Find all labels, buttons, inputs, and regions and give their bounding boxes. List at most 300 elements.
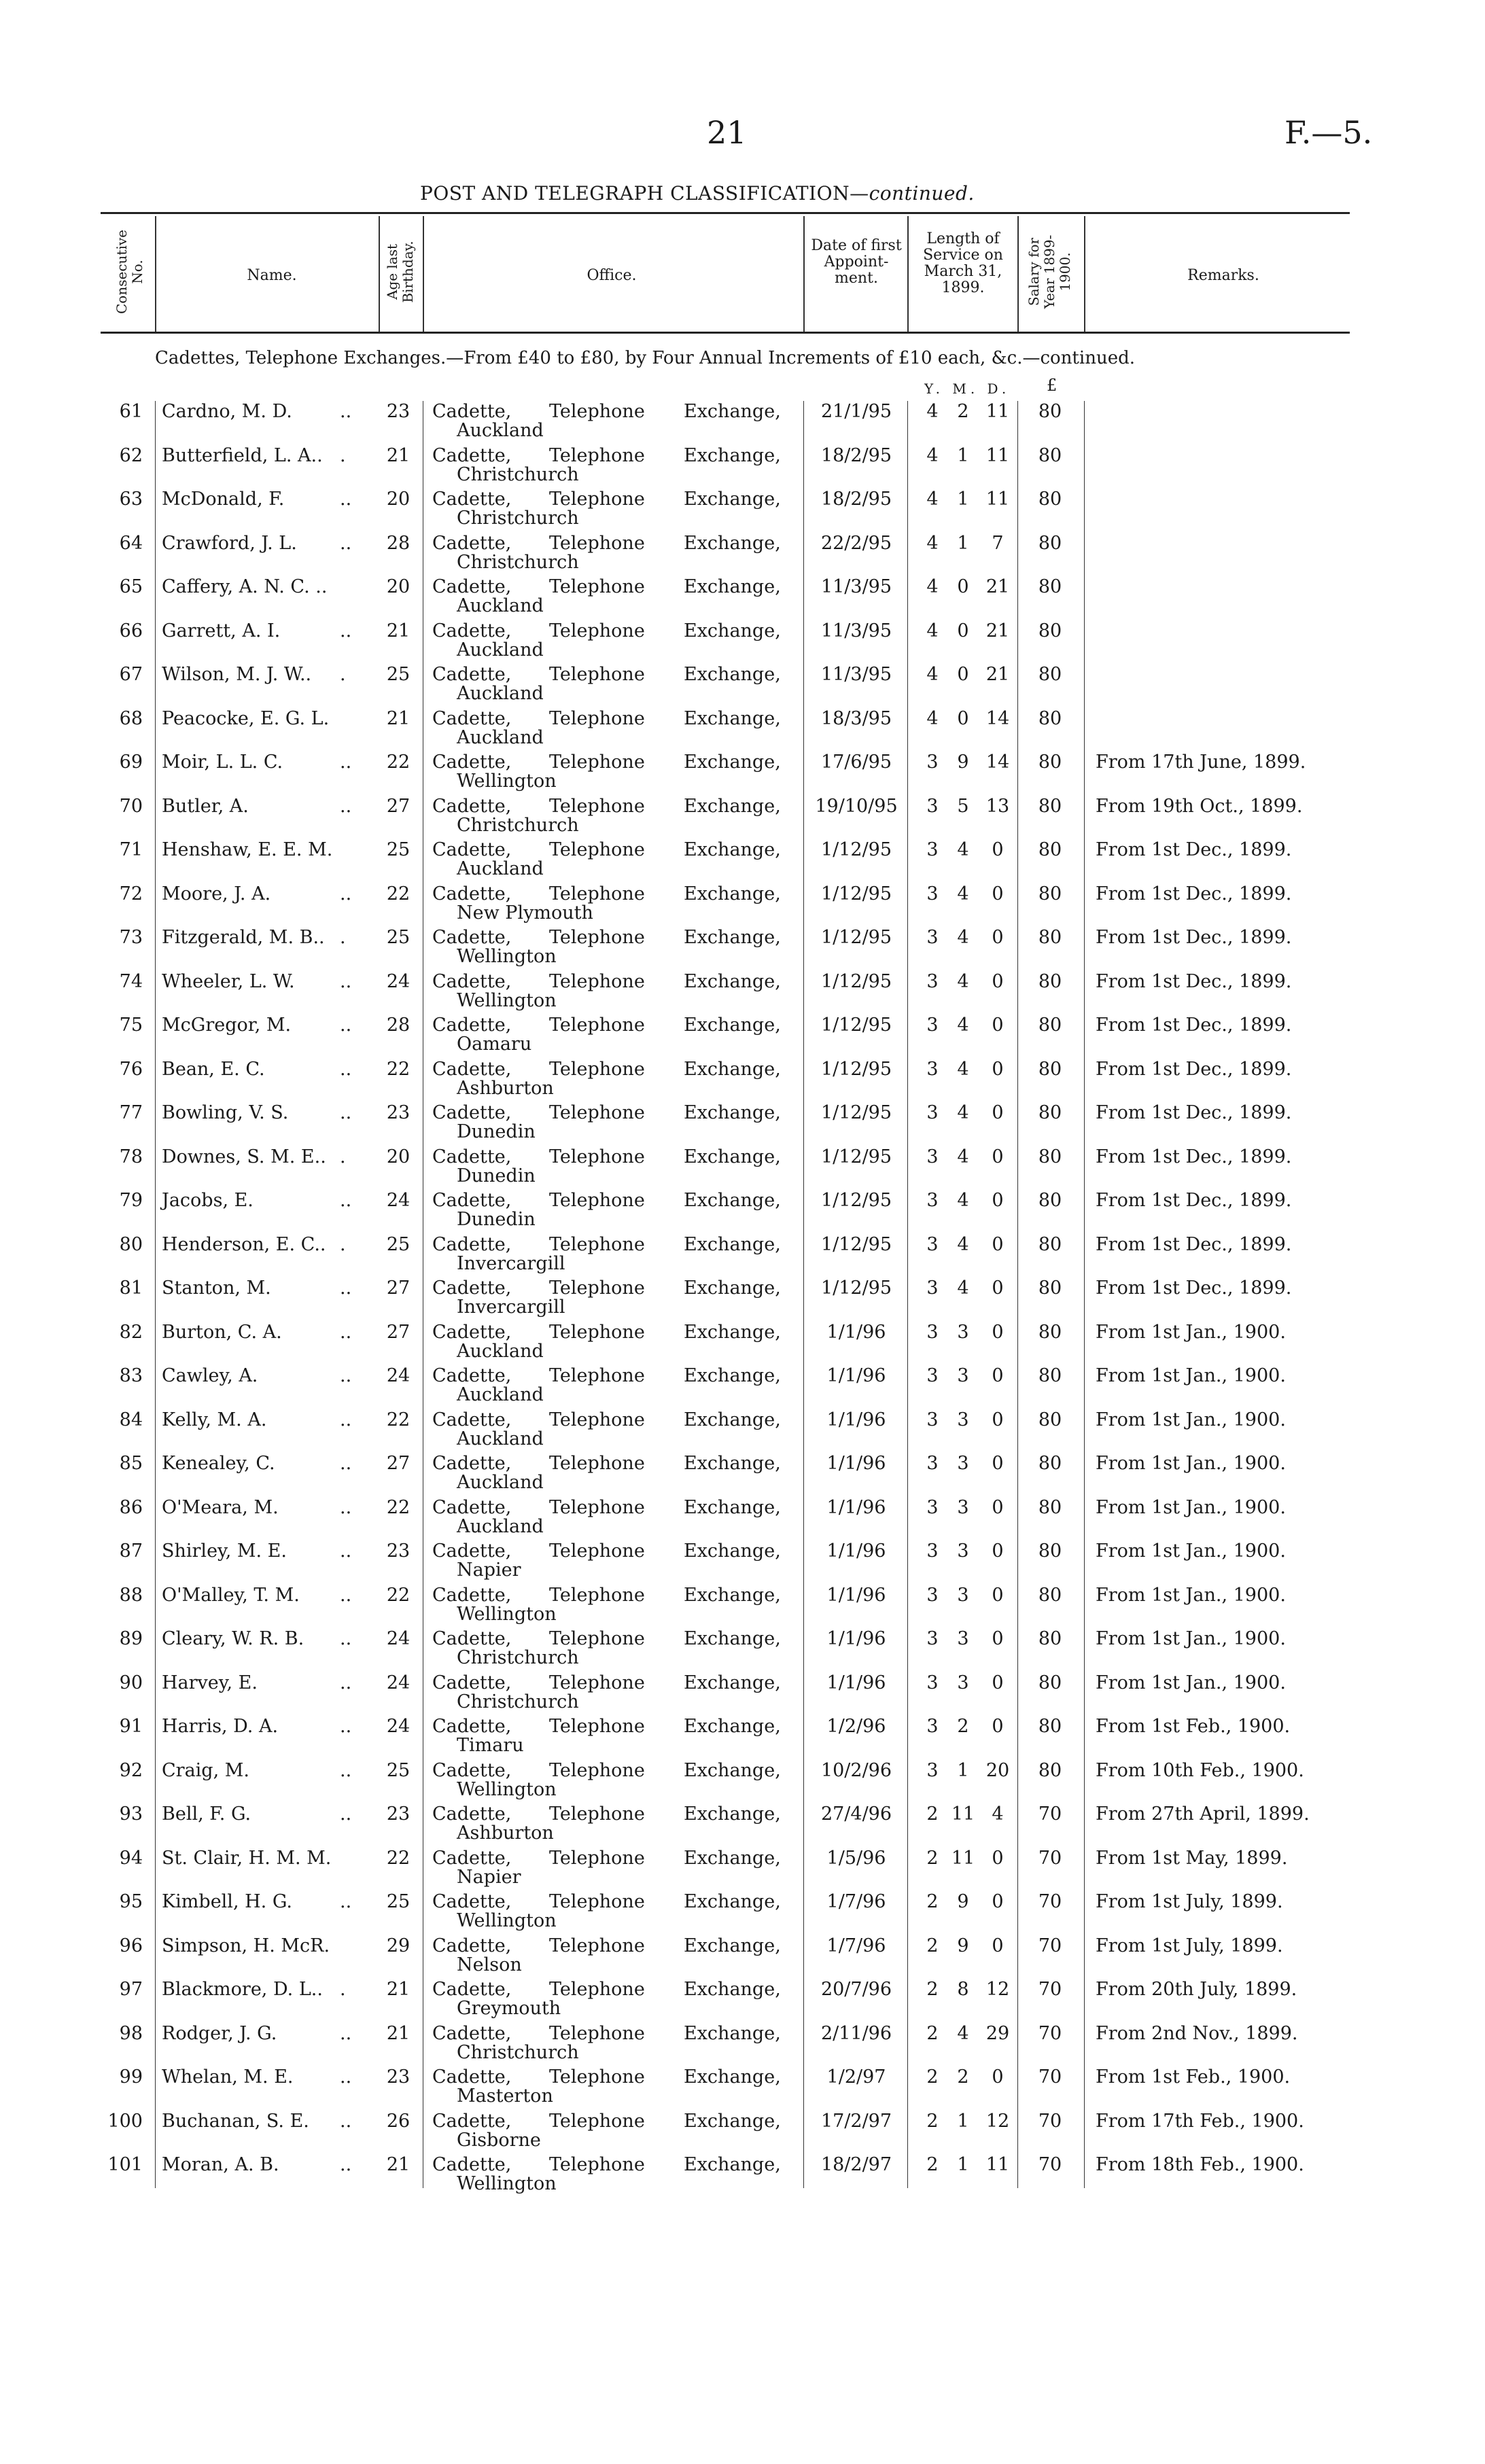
row-leader-dots: .. <box>340 1496 352 1518</box>
row-appointment-date: 18/3/95 <box>820 707 892 729</box>
row-service-years: 4 <box>926 401 939 422</box>
row-office-title: Cadette, <box>432 1409 512 1430</box>
table-row <box>0 1365 1485 1409</box>
row-number: 99 <box>119 2066 143 2088</box>
row-office-exchange: Exchange, <box>684 664 781 685</box>
row-office-location: Auckland <box>457 858 544 879</box>
row-age: 24 <box>386 1365 410 1386</box>
row-age: 22 <box>386 1409 410 1430</box>
row-salary: 70 <box>1038 1935 1062 1956</box>
row-name: Moir, L. L. C. <box>162 752 283 773</box>
row-remarks: From 1st Jan., 1900. <box>1096 1672 1286 1693</box>
row-service-years: 2 <box>926 2154 939 2175</box>
row-appointment-date: 1/7/96 <box>826 1935 886 1956</box>
row-appointment-date: 1/12/95 <box>820 1146 892 1167</box>
row-service-months: 11 <box>951 1847 975 1869</box>
table-row <box>0 1760 1485 1803</box>
row-number: 80 <box>119 1233 143 1255</box>
row-name: Henderson, E. C.. <box>162 1233 326 1255</box>
table-row <box>0 576 1485 620</box>
row-appointment-date: 1/5/96 <box>826 1847 886 1869</box>
row-number: 84 <box>119 1409 143 1430</box>
row-service-years: 4 <box>926 707 939 729</box>
row-age: 21 <box>386 620 410 641</box>
row-service-years: 2 <box>926 1935 939 1956</box>
row-office-exchange: Exchange, <box>684 795 781 817</box>
row-service-years: 4 <box>926 664 939 685</box>
row-appointment-date: 1/12/95 <box>820 970 892 992</box>
table-row <box>0 1146 1485 1190</box>
row-number: 97 <box>119 1979 143 2000</box>
page-title-main: POST AND TELEGRAPH CLASSIFICATION— <box>420 182 869 205</box>
row-name: Kimbell, H. G. <box>162 1891 293 1912</box>
table-row <box>0 2023 1485 2066</box>
row-age: 21 <box>386 444 410 466</box>
row-office-exchange: Exchange, <box>684 1759 781 1781</box>
row-remarks: From 1st Dec., 1899. <box>1096 1058 1292 1080</box>
row-service-years: 3 <box>926 1453 939 1474</box>
row-office-exchange: Exchange, <box>684 1321 781 1343</box>
row-office-location: Greymouth <box>457 1998 561 2019</box>
row-age: 27 <box>386 1321 410 1343</box>
row-service-years: 4 <box>926 489 939 510</box>
row-remarks: From 19th Oct., 1899. <box>1096 795 1303 817</box>
row-salary: 80 <box>1038 1541 1062 1562</box>
row-office-location: Auckland <box>457 595 544 616</box>
row-service-days: 14 <box>985 752 1010 773</box>
row-office-title: Cadette, <box>432 1453 512 1474</box>
row-office-title: Cadette, <box>432 1541 512 1562</box>
row-name: Kelly, M. A. <box>162 1409 267 1430</box>
row-age: 21 <box>386 1979 410 2000</box>
row-leader-dots: .. <box>340 401 352 422</box>
row-leader-dots: .. <box>340 1453 352 1474</box>
row-office-location: Auckland <box>457 726 544 748</box>
row-service-days: 29 <box>985 2022 1010 2044</box>
row-service-years: 3 <box>926 839 939 860</box>
row-service-years: 3 <box>926 1409 939 1430</box>
header-divider <box>155 216 156 332</box>
row-salary: 80 <box>1038 1058 1062 1080</box>
row-office-exchange: Exchange, <box>684 1847 781 1869</box>
row-number: 87 <box>119 1541 143 1562</box>
table-row <box>0 796 1485 839</box>
row-office-title: Cadette, <box>432 1891 512 1912</box>
row-service-days: 0 <box>992 1102 1004 1123</box>
row-name: Harvey, E. <box>162 1672 258 1693</box>
row-age: 20 <box>386 489 410 510</box>
row-office-location: Nelson <box>457 1954 522 1975</box>
row-service-days: 11 <box>985 444 1010 466</box>
row-name: Cardno, M. D. <box>162 401 292 422</box>
row-service-years: 3 <box>926 970 939 992</box>
row-service-months: 1 <box>957 444 969 466</box>
row-name: O'Meara, M. <box>162 1496 279 1518</box>
row-number: 85 <box>119 1453 143 1474</box>
row-name: Garrett, A. I. <box>162 620 281 641</box>
row-service-months: 0 <box>957 576 969 597</box>
row-number: 70 <box>119 795 143 817</box>
row-office-location: Christchurch <box>457 1691 579 1712</box>
row-name: Moran, A. B. <box>162 2154 279 2175</box>
row-service-days: 0 <box>992 1453 1004 1474</box>
row-name: Peacocke, E. G. L. <box>162 707 330 729</box>
row-leader-dots: .. <box>340 1628 352 1649</box>
row-office-type: Telephone <box>549 1190 645 1211</box>
row-service-years: 3 <box>926 1541 939 1562</box>
row-service-days: 0 <box>992 883 1004 904</box>
table-row <box>0 489 1485 532</box>
row-service-days: 0 <box>992 1278 1004 1299</box>
row-appointment-date: 1/1/96 <box>826 1672 886 1693</box>
table-row <box>0 1015 1485 1058</box>
row-office-type: Telephone <box>549 1628 645 1649</box>
row-remarks: From 1st May, 1899. <box>1096 1847 1288 1869</box>
row-age: 22 <box>386 1496 410 1518</box>
row-service-months: 3 <box>957 1584 969 1606</box>
table-row <box>0 1322 1485 1365</box>
row-office-type: Telephone <box>549 1102 645 1123</box>
row-age: 23 <box>386 1541 410 1562</box>
row-leader-dots: .. <box>340 489 352 510</box>
row-office-exchange: Exchange, <box>684 444 781 466</box>
row-age: 24 <box>386 1716 410 1737</box>
row-number: 79 <box>119 1190 143 1211</box>
table-row <box>0 445 1485 489</box>
row-leader-dots: .. <box>340 883 352 904</box>
row-office-location: Christchurch <box>457 463 579 485</box>
row-salary: 70 <box>1038 1891 1062 1912</box>
row-appointment-date: 11/3/95 <box>820 576 892 597</box>
row-service-months: 5 <box>957 795 969 817</box>
row-office-title: Cadette, <box>432 1278 512 1299</box>
row-appointment-date: 1/12/95 <box>820 1190 892 1211</box>
row-office-exchange: Exchange, <box>684 489 781 510</box>
row-appointment-date: 21/1/95 <box>820 401 892 422</box>
row-number: 68 <box>119 707 143 729</box>
row-office-type: Telephone <box>549 707 645 729</box>
row-service-years: 3 <box>926 1628 939 1649</box>
row-service-months: 3 <box>957 1672 969 1693</box>
table-row <box>0 927 1485 970</box>
row-service-days: 0 <box>992 1935 1004 1956</box>
service-units: Y. M. D. <box>924 381 1011 397</box>
row-service-days: 0 <box>992 1190 1004 1211</box>
row-remarks: From 20th July, 1899. <box>1096 1979 1297 2000</box>
row-leader-dots: .. <box>340 2022 352 2044</box>
row-office-title: Cadette, <box>432 401 512 422</box>
row-name: McDonald, F. <box>162 489 285 510</box>
row-appointment-date: 1/12/95 <box>820 1278 892 1299</box>
row-name: Burton, C. A. <box>162 1321 282 1343</box>
row-office-title: Cadette, <box>432 1803 512 1825</box>
row-office-location: Auckland <box>457 420 544 441</box>
row-remarks: From 1st Jan., 1900. <box>1096 1365 1286 1386</box>
row-leader-dots: .. <box>340 1584 352 1606</box>
row-office-location: Christchurch <box>457 2041 579 2063</box>
table-row <box>0 971 1485 1015</box>
row-appointment-date: 1/1/96 <box>826 1628 886 1649</box>
row-service-years: 3 <box>926 752 939 773</box>
row-leader-dots: .. <box>340 1803 352 1825</box>
row-office-title: Cadette, <box>432 839 512 860</box>
row-name: Kenealey, C. <box>162 1453 275 1474</box>
row-office-type: Telephone <box>549 1716 645 1737</box>
row-age: 22 <box>386 1058 410 1080</box>
row-salary: 80 <box>1038 532 1062 554</box>
row-appointment-date: 22/2/95 <box>820 532 892 554</box>
row-appointment-date: 1/7/96 <box>826 1891 886 1912</box>
row-service-days: 12 <box>985 1979 1010 2000</box>
row-salary: 80 <box>1038 1190 1062 1211</box>
row-leader-dots: .. <box>340 532 352 554</box>
row-office-title: Cadette, <box>432 2066 512 2088</box>
row-salary: 80 <box>1038 1015 1062 1036</box>
header-office: Office. <box>587 267 637 284</box>
row-service-years: 3 <box>926 1015 939 1036</box>
row-office-exchange: Exchange, <box>684 1015 781 1036</box>
row-office-exchange: Exchange, <box>684 1891 781 1912</box>
header-date: Date of first Appoint-ment. <box>811 237 902 287</box>
row-office-exchange: Exchange, <box>684 1409 781 1430</box>
row-appointment-date: 1/12/95 <box>820 927 892 948</box>
header-divider <box>1017 216 1019 332</box>
row-salary: 70 <box>1038 2022 1062 2044</box>
row-leader-dots: .. <box>340 1321 352 1343</box>
row-service-days: 0 <box>992 1233 1004 1255</box>
row-number: 64 <box>119 532 143 554</box>
row-appointment-date: 18/2/97 <box>820 2154 892 2175</box>
row-office-title: Cadette, <box>432 1759 512 1781</box>
row-office-title: Cadette, <box>432 707 512 729</box>
row-remarks: From 1st Dec., 1899. <box>1096 1190 1292 1211</box>
row-service-months: 11 <box>951 1803 975 1825</box>
row-salary: 80 <box>1038 1233 1062 1255</box>
row-service-days: 11 <box>985 2154 1010 2175</box>
row-office-type: Telephone <box>549 1321 645 1343</box>
row-remarks: From 1st Dec., 1899. <box>1096 1102 1292 1123</box>
row-remarks: From 1st Jan., 1900. <box>1096 1321 1286 1343</box>
table-row <box>0 2154 1485 2198</box>
row-name: O'Malley, T. M. <box>162 1584 300 1606</box>
row-office-title: Cadette, <box>432 1628 512 1649</box>
row-name: Blackmore, D. L.. <box>162 1979 323 2000</box>
table-row <box>0 1190 1485 1233</box>
row-office-location: Invercargill <box>457 1252 565 1274</box>
row-number: 101 <box>107 2154 143 2175</box>
row-name: Caffery, A. N. C. .. <box>162 576 328 597</box>
row-service-years: 3 <box>926 1584 939 1606</box>
row-office-type: Telephone <box>549 620 645 641</box>
row-office-exchange: Exchange, <box>684 1979 781 2000</box>
row-salary: 80 <box>1038 1321 1062 1343</box>
row-age: 22 <box>386 1584 410 1606</box>
row-remarks: From 1st Dec., 1899. <box>1096 1278 1292 1299</box>
row-service-months: 4 <box>957 927 969 948</box>
row-appointment-date: 1/12/95 <box>820 1233 892 1255</box>
table-row <box>0 1935 1485 1979</box>
row-office-title: Cadette, <box>432 1979 512 2000</box>
row-office-location: Auckland <box>457 639 544 661</box>
table-row <box>0 1979 1485 2022</box>
row-office-exchange: Exchange, <box>684 576 781 597</box>
row-service-months: 1 <box>957 2110 969 2132</box>
row-office-type: Telephone <box>549 883 645 904</box>
row-appointment-date: 2/11/96 <box>820 2022 892 2044</box>
row-salary: 80 <box>1038 489 1062 510</box>
row-office-exchange: Exchange, <box>684 927 781 948</box>
row-office-exchange: Exchange, <box>684 1584 781 1606</box>
row-remarks: From 10th Feb., 1900. <box>1096 1759 1304 1781</box>
row-name: Bell, F. G. <box>162 1803 251 1825</box>
row-service-years: 3 <box>926 795 939 817</box>
row-number: 81 <box>119 1278 143 1299</box>
header-bottom-rule <box>101 332 1350 334</box>
row-service-years: 2 <box>926 1803 939 1825</box>
row-office-exchange: Exchange, <box>684 1716 781 1737</box>
row-salary: 80 <box>1038 1365 1062 1386</box>
row-salary: 80 <box>1038 1409 1062 1430</box>
table-row <box>0 708 1485 752</box>
row-salary: 80 <box>1038 1146 1062 1167</box>
row-office-location: Auckland <box>457 683 544 704</box>
row-remarks: From 27th April, 1899. <box>1096 1803 1310 1825</box>
row-service-days: 11 <box>985 489 1010 510</box>
row-age: 23 <box>386 1102 410 1123</box>
row-leader-dots: .. <box>340 2066 352 2088</box>
row-office-location: Wellington <box>457 771 557 792</box>
row-office-title: Cadette, <box>432 1146 512 1167</box>
row-remarks: From 17th June, 1899. <box>1096 752 1306 773</box>
table-row <box>0 1716 1485 1759</box>
row-leader-dots: .. <box>340 1058 352 1080</box>
row-office-title: Cadette, <box>432 1321 512 1343</box>
row-service-years: 3 <box>926 1759 939 1781</box>
row-office-location: Christchurch <box>457 551 579 573</box>
row-office-title: Cadette, <box>432 1233 512 1255</box>
row-service-days: 0 <box>992 1058 1004 1080</box>
row-service-years: 3 <box>926 1233 939 1255</box>
table-row <box>0 1585 1485 1628</box>
row-name: Henshaw, E. E. M. <box>162 839 333 860</box>
table-row <box>0 1409 1485 1453</box>
table-row <box>0 1059 1485 1102</box>
table-row <box>0 839 1485 883</box>
row-service-years: 2 <box>926 1979 939 2000</box>
row-office-title: Cadette, <box>432 2022 512 2044</box>
row-salary: 80 <box>1038 444 1062 466</box>
row-service-days: 21 <box>985 576 1010 597</box>
row-service-years: 3 <box>926 1496 939 1518</box>
row-salary: 80 <box>1038 620 1062 641</box>
row-appointment-date: 1/12/95 <box>820 883 892 904</box>
row-age: 25 <box>386 839 410 860</box>
row-remarks: From 1st Dec., 1899. <box>1096 1233 1292 1255</box>
row-service-months: 3 <box>957 1365 969 1386</box>
row-leader-dots: .. <box>340 2110 352 2132</box>
row-service-years: 3 <box>926 1278 939 1299</box>
row-name: Butler, A. <box>162 795 249 817</box>
row-age: 25 <box>386 664 410 685</box>
row-number: 82 <box>119 1321 143 1343</box>
row-remarks: From 1st Feb., 1900. <box>1096 1716 1291 1737</box>
row-office-exchange: Exchange, <box>684 1233 781 1255</box>
row-service-days: 0 <box>992 1628 1004 1649</box>
row-number: 91 <box>119 1716 143 1737</box>
row-office-title: Cadette, <box>432 1584 512 1606</box>
row-service-months: 3 <box>957 1541 969 1562</box>
row-service-days: 0 <box>992 1321 1004 1343</box>
row-service-days: 0 <box>992 1541 1004 1562</box>
table-row <box>0 1803 1485 1847</box>
row-number: 94 <box>119 1847 143 1869</box>
row-salary: 80 <box>1038 1628 1062 1649</box>
row-age: 27 <box>386 1278 410 1299</box>
row-age: 24 <box>386 1672 410 1693</box>
row-number: 65 <box>119 576 143 597</box>
row-office-type: Telephone <box>549 2022 645 2044</box>
row-office-exchange: Exchange, <box>684 707 781 729</box>
row-office-title: Cadette, <box>432 1935 512 1956</box>
row-appointment-date: 1/2/96 <box>826 1716 886 1737</box>
table-row <box>0 2066 1485 2110</box>
row-number: 75 <box>119 1015 143 1036</box>
row-service-months: 2 <box>957 2066 969 2088</box>
row-office-location: Christchurch <box>457 1647 579 1668</box>
row-service-months: 3 <box>957 1628 969 1649</box>
row-office-exchange: Exchange, <box>684 1496 781 1518</box>
row-service-days: 0 <box>992 1365 1004 1386</box>
row-name: Simpson, H. McR. <box>162 1935 330 1956</box>
row-office-location: Gisborne <box>457 2129 541 2151</box>
row-office-type: Telephone <box>549 1541 645 1562</box>
row-office-type: Telephone <box>549 1496 645 1518</box>
table-row <box>0 1453 1485 1496</box>
row-name: Wheeler, L. W. <box>162 970 295 992</box>
row-office-location: Oamaru <box>457 1034 532 1055</box>
row-office-location: Auckland <box>457 1515 544 1537</box>
row-service-years: 2 <box>926 2022 939 2044</box>
row-number: 62 <box>119 444 143 466</box>
row-salary: 70 <box>1038 1847 1062 1869</box>
table-row <box>0 1628 1485 1672</box>
row-office-location: Auckland <box>457 1384 544 1405</box>
row-office-exchange: Exchange, <box>684 1365 781 1386</box>
row-service-years: 4 <box>926 444 939 466</box>
row-remarks: From 1st Jan., 1900. <box>1096 1541 1286 1562</box>
row-office-title: Cadette, <box>432 576 512 597</box>
row-number: 67 <box>119 664 143 685</box>
row-salary: 80 <box>1038 970 1062 992</box>
row-salary: 80 <box>1038 1453 1062 1474</box>
row-name: Fitzgerald, M. B.. <box>162 927 325 948</box>
row-leader-dots: .. <box>340 1278 352 1299</box>
row-salary: 80 <box>1038 883 1062 904</box>
row-appointment-date: 1/1/96 <box>826 1409 886 1430</box>
header-top-rule <box>101 212 1350 214</box>
row-office-type: Telephone <box>549 1453 645 1474</box>
row-number: 95 <box>119 1891 143 1912</box>
row-appointment-date: 18/2/95 <box>820 444 892 466</box>
row-age: 24 <box>386 1190 410 1211</box>
row-service-days: 12 <box>985 2110 1010 2132</box>
row-leader-dots: . <box>340 927 346 948</box>
row-name: St. Clair, H. M. M. <box>162 1847 332 1869</box>
row-age: 25 <box>386 1233 410 1255</box>
row-service-months: 3 <box>957 1453 969 1474</box>
row-service-days: 0 <box>992 1146 1004 1167</box>
row-office-exchange: Exchange, <box>684 2022 781 2044</box>
